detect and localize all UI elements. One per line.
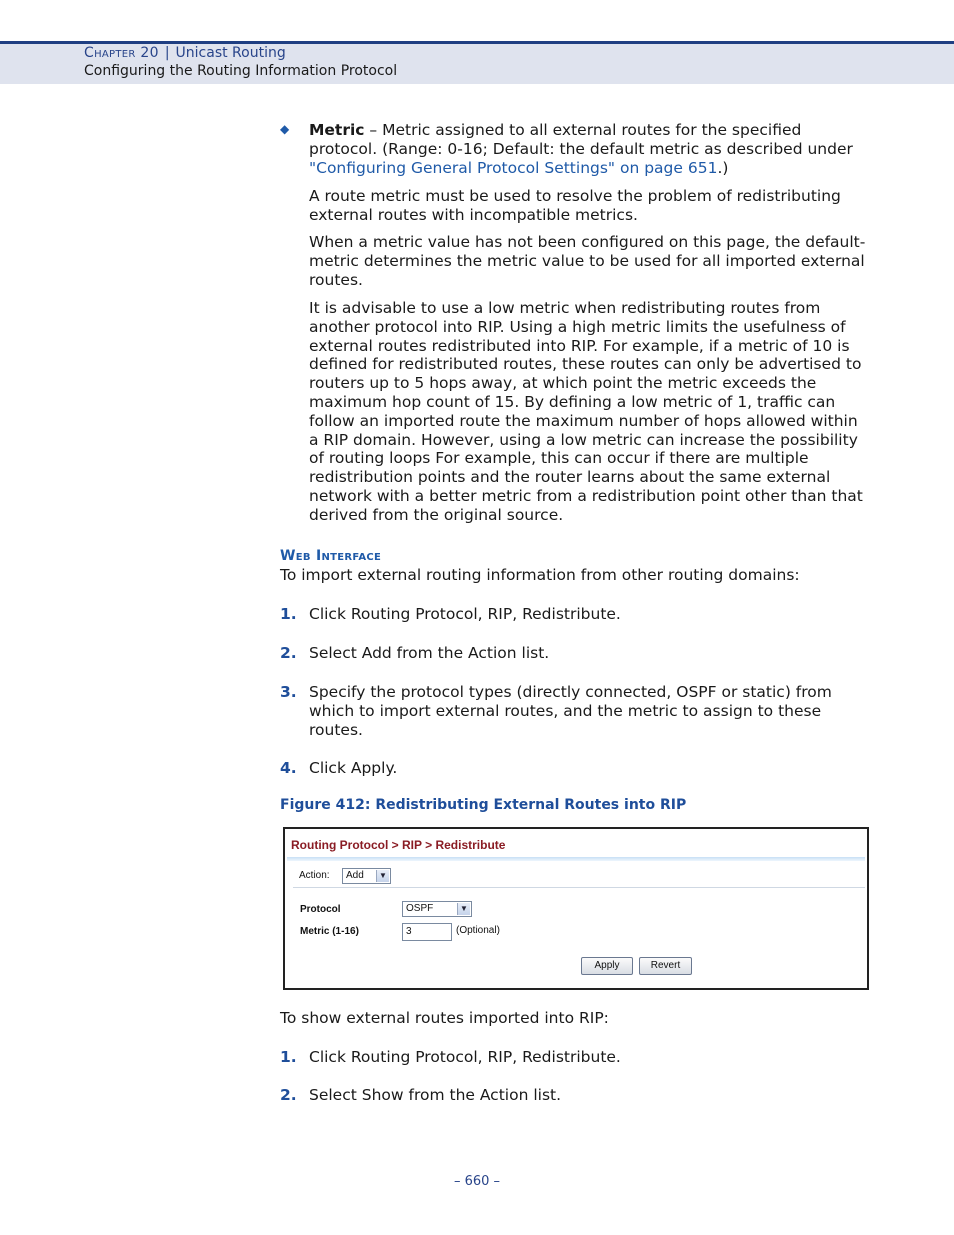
step-number: 2. <box>280 1086 297 1104</box>
step-number: 4. <box>280 759 297 777</box>
page-number: – 660 – <box>453 1174 501 1189</box>
general-settings-link[interactable]: "Configuring General Protocol Settings" on page 651 <box>309 158 718 177</box>
figure-caption: Figure 412: Redistributing External Routes into RIP <box>280 797 687 813</box>
screenshot-title: Routing Protocol > RIP > Redistribute <box>291 838 506 852</box>
text-line: routes. <box>309 720 363 739</box>
text-line: routes. <box>309 270 363 289</box>
action-value: Add <box>346 870 364 881</box>
text-line: a RIP domain. However, using a low metric can increase the possibility <box>309 430 858 449</box>
show-intro: To show external routes imported into RIP: <box>280 1009 609 1027</box>
metric-para-3 <box>309 299 863 525</box>
header-separator: | <box>164 45 170 61</box>
text-line: derived from the original source. <box>309 505 564 524</box>
metric-desc-1: – Metric assigned to all external routes for the specified <box>364 121 802 139</box>
text-line: of routing loops For example, this can occur if there are multiple <box>309 449 809 468</box>
figure-screenshot <box>283 827 869 990</box>
action-label: Action: <box>299 870 330 881</box>
text-line: redistribution points and the router learns about the same external <box>309 468 831 487</box>
step-number: 2. <box>280 644 297 662</box>
running-header-chapter <box>84 45 286 61</box>
chevron-down-icon: ▼ <box>457 903 470 915</box>
metric-definition <box>309 121 853 177</box>
chapter-label: Chapter 20 <box>84 45 159 61</box>
metric-label: Metric (1-16) <box>300 926 359 937</box>
chevron-down-icon: ▼ <box>376 870 389 882</box>
text-line: which to import external routes, and the metric to assign to these <box>309 701 822 720</box>
web-interface-intro: To import external routing information from other routing domains: <box>280 566 800 584</box>
apply-button[interactable]: Apply <box>581 957 633 975</box>
metric-para-1 <box>309 187 841 225</box>
protocol-label: Protocol <box>300 904 341 915</box>
metric-desc-end: .) <box>717 158 729 177</box>
text-line: routers up to 5 hops away, at which point the metric exceeds the <box>309 374 817 393</box>
text-line: network with a better metric from a redistribution point other than that <box>309 486 863 505</box>
text-line: defined for redistributed routes, these routes can only be advertised to <box>309 355 862 374</box>
text-line: metric determines the metric value to be used for all imported external <box>309 251 865 270</box>
protocol-value: OSPF <box>406 903 434 914</box>
step-text: Click Apply. <box>309 759 398 777</box>
step-number: 1. <box>280 1048 297 1066</box>
step-number: 1. <box>280 605 297 623</box>
metric-input[interactable]: 3 <box>402 923 452 941</box>
text-line: It is advisable to use a low metric when redistributing routes from <box>309 299 821 317</box>
step-text <box>309 683 832 739</box>
text-line: external routes with incompatible metrics. <box>309 205 638 224</box>
text-line: A route metric must be used to resolve the problem of redistributing <box>309 187 841 205</box>
step-text: Click Routing Protocol, RIP, Redistribute. <box>309 1048 621 1066</box>
text-line: maximum hop count of 15. By defining a low metric of 1, traffic can <box>309 392 836 411</box>
metric-term: Metric <box>309 121 365 139</box>
step-text: Select Add from the Action list. <box>309 644 550 662</box>
text-line: When a metric value has not been configured on this page, the default- <box>309 233 866 251</box>
chapter-title: Unicast Routing <box>175 45 286 61</box>
step-text: Select Show from the Action list. <box>309 1086 562 1104</box>
screenshot-divider <box>293 887 865 888</box>
screenshot-title-bar <box>287 857 865 861</box>
running-header-section: Configuring the Routing Information Protocol <box>84 63 398 79</box>
text-line: follow an imported route the maximum number of hops allowed within <box>309 411 858 430</box>
action-select[interactable] <box>342 868 391 884</box>
metric-desc-2: protocol. (Range: 0-16; Default: the default metric as described under <box>309 139 853 158</box>
step-text: Click Routing Protocol, RIP, Redistribute. <box>309 605 621 623</box>
text-line: Specify the protocol types (directly connected, OSPF or static) from <box>309 683 832 701</box>
text-line: external routes redistributed into RIP. For example, if a metric of 10 is <box>309 336 850 355</box>
protocol-select[interactable] <box>402 901 472 917</box>
text-line: another protocol into RIP. Using a high metric limits the usefulness of <box>309 317 846 336</box>
optional-note: (Optional) <box>456 925 500 936</box>
diamond-bullet-icon: ◆ <box>280 122 290 136</box>
metric-para-2 <box>309 233 865 289</box>
revert-button[interactable]: Revert <box>639 957 692 975</box>
web-interface-heading: Web Interface <box>280 548 382 564</box>
step-number: 3. <box>280 683 297 701</box>
